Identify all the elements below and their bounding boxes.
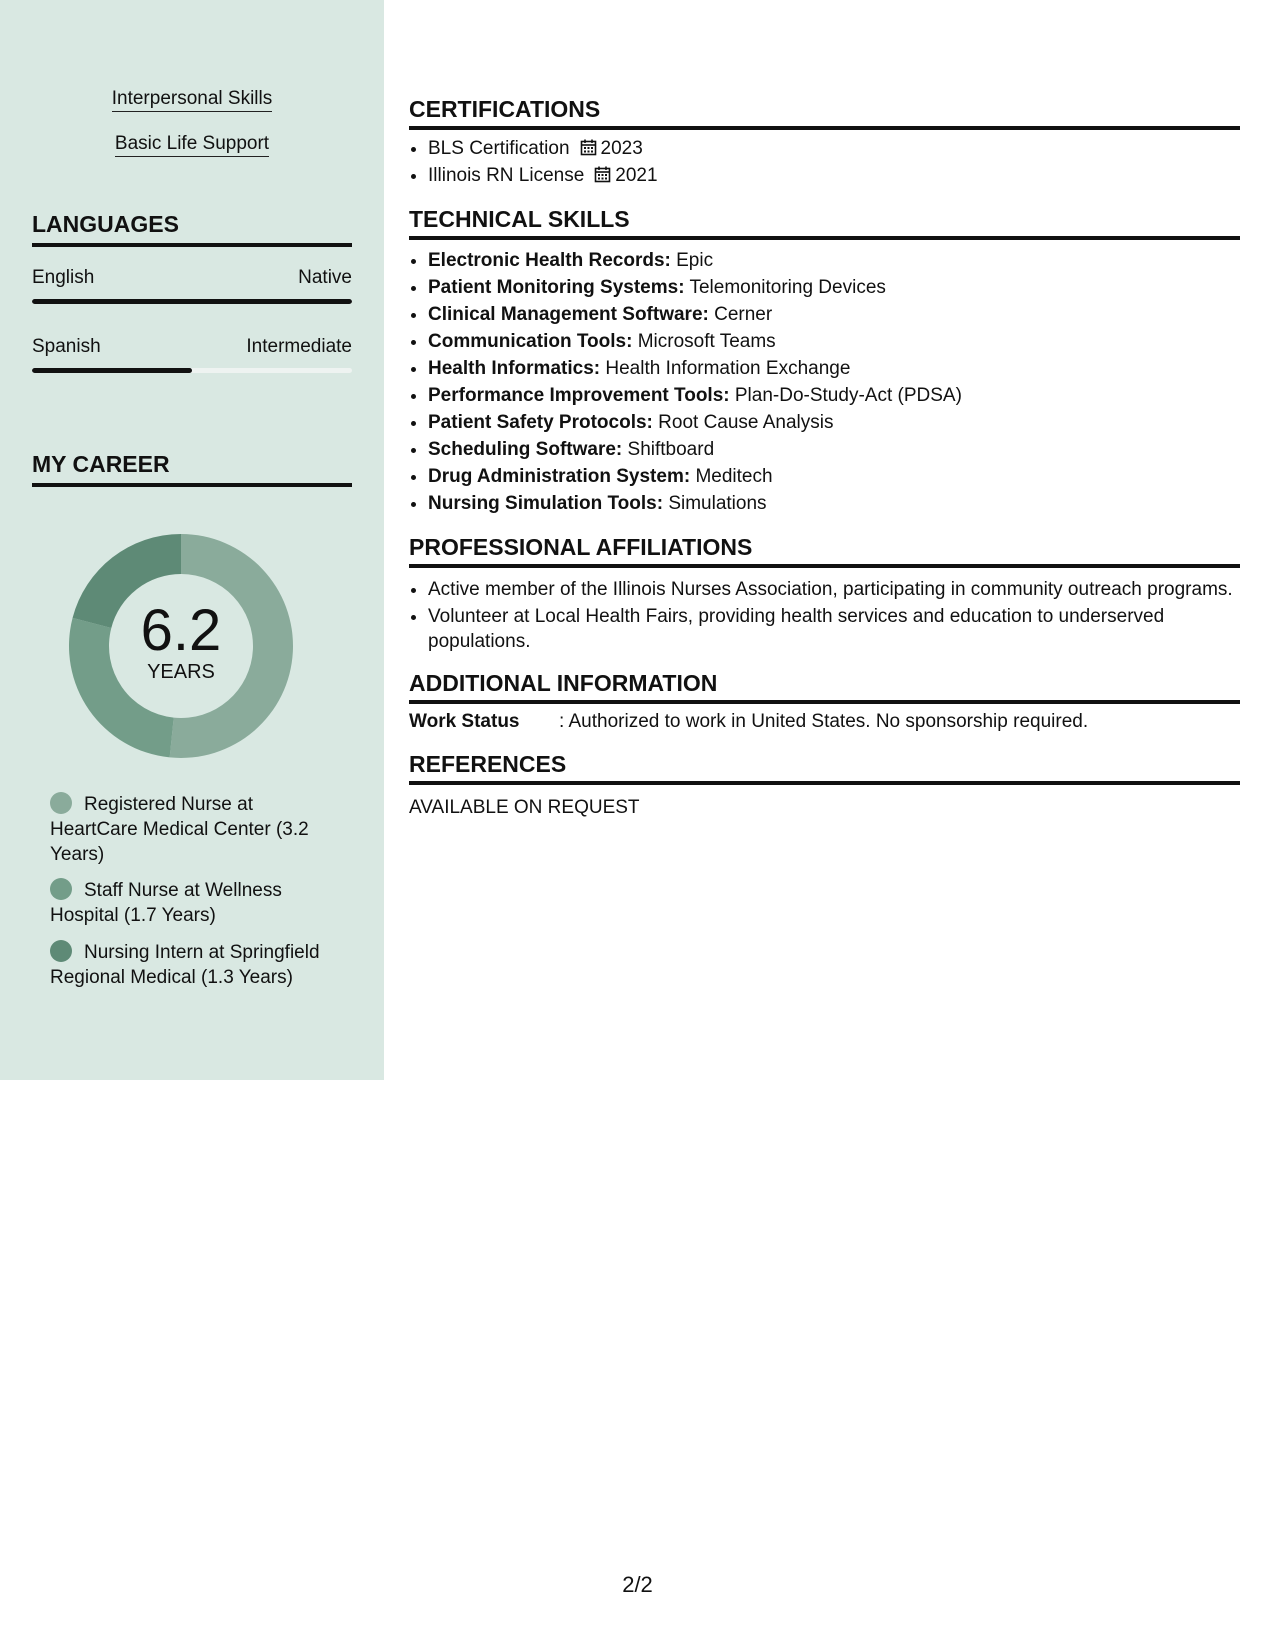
donut-center <box>63 528 299 764</box>
language-bar-fill <box>32 299 352 304</box>
legend-dot-icon <box>50 940 72 962</box>
certification-name: Illinois RN License <box>428 165 585 186</box>
career-legend-label: Registered Nurse at HeartCare Medical Center (3.2 Years) <box>50 794 309 865</box>
language-row <box>32 336 352 358</box>
certification-year: 2021 <box>615 165 658 186</box>
language-bar <box>32 299 352 304</box>
skill-tag-label: Interpersonal Skills <box>112 88 273 112</box>
skill-label: Clinical Management Software: <box>428 304 709 325</box>
skill-value: Root Cause Analysis <box>652 412 834 433</box>
career-legend-item <box>50 878 340 928</box>
affiliation-item: • Active member of the Illinois Nurses Association, participating in community outreach programs. <box>428 577 1259 602</box>
affiliation-item: • Volunteer at Local Health Fairs, providing health services and education to underserved populations. <box>428 604 1259 654</box>
technical-skill-item <box>428 301 1259 328</box>
technical-skill-item <box>428 490 1259 517</box>
certification-item <box>428 162 1259 189</box>
legend-dot-icon <box>50 792 72 814</box>
skill-label: Patient Monitoring Systems: <box>428 277 685 298</box>
skill-label: Health Informatics: <box>428 358 601 379</box>
affiliations-heading: PROFESSIONAL AFFILIATIONS <box>409 534 1240 568</box>
legend-dot-icon <box>50 878 72 900</box>
skill-value: Cerner <box>708 304 773 325</box>
languages-heading: LANGUAGES <box>32 211 352 247</box>
language-name: English <box>32 267 95 288</box>
certification-year: 2023 <box>600 138 643 159</box>
skill-tag <box>0 88 384 110</box>
technical-skill-item <box>428 382 1259 409</box>
work-status-label: Work Status <box>409 711 520 732</box>
career-legend-label: Nursing Intern at Springfield Regional Medical (1.3 Years) <box>50 942 320 988</box>
skill-label: Patient Safety Protocols: <box>428 412 653 433</box>
skill-value: Epic <box>670 250 714 271</box>
language-level: Native <box>298 267 352 288</box>
technical-skill-item <box>428 274 1259 301</box>
skill-value: Simulations <box>663 493 767 514</box>
language-row <box>32 267 352 289</box>
language-level: Intermediate <box>246 336 352 357</box>
calendar-icon <box>580 139 597 156</box>
career-legend-label: Staff Nurse at Wellness Hospital (1.7 Years) <box>50 880 282 926</box>
page-number: 2/2 <box>622 1572 653 1597</box>
certification-item <box>428 135 1259 162</box>
technical-skill-item <box>428 247 1259 274</box>
career-total-unit: YEARS <box>147 660 215 683</box>
technical-skill-item <box>428 436 1259 463</box>
technical-skill-item <box>428 328 1259 355</box>
certification-name: BLS Certification <box>428 138 570 159</box>
skill-label: Nursing Simulation Tools: <box>428 493 664 514</box>
sidebar <box>0 0 384 1080</box>
career-total-years: 6.2 <box>140 597 222 663</box>
skill-value: Telemonitoring Devices <box>684 277 886 298</box>
language-bar-fill <box>32 368 192 373</box>
technical-skill-item <box>428 355 1259 382</box>
skill-tag-label: Basic Life Support <box>115 133 269 157</box>
language-bar <box>32 368 352 373</box>
technical-skills-heading: TECHNICAL SKILLS <box>409 206 1240 240</box>
work-status-value: : Authorized to work in United States. No sponsorship required. <box>559 711 1089 732</box>
references-heading: REFERENCES <box>409 751 1240 785</box>
technical-skill-item <box>428 409 1259 436</box>
skill-tag <box>0 133 384 155</box>
skill-value: Plan-Do-Study-Act (PDSA) <box>729 385 962 406</box>
language-name: Spanish <box>32 336 101 357</box>
career-legend-item <box>50 792 340 867</box>
skill-value: Microsoft Teams <box>632 331 776 352</box>
skill-label: Scheduling Software: <box>428 439 623 460</box>
work-status-row <box>409 711 1240 733</box>
affiliations-list <box>409 577 1259 656</box>
technical-skills-list <box>409 247 1259 517</box>
skill-label: Performance Improvement Tools: <box>428 385 730 406</box>
career-donut-chart <box>63 528 299 764</box>
skill-label: Electronic Health Records: <box>428 250 671 271</box>
skill-label: Communication Tools: <box>428 331 633 352</box>
certifications-heading: CERTIFICATIONS <box>409 96 1240 130</box>
skill-label: Drug Administration System: <box>428 466 691 487</box>
additional-info-heading: ADDITIONAL INFORMATION <box>409 670 1240 704</box>
career-legend-item <box>50 940 340 990</box>
skill-value: Shiftboard <box>622 439 715 460</box>
career-heading: MY CAREER <box>32 451 352 487</box>
skill-value: Health Information Exchange <box>600 358 851 379</box>
skill-value: Meditech <box>690 466 773 487</box>
certifications-list <box>409 135 1259 189</box>
references-text: AVAILABLE ON REQUEST <box>409 797 640 818</box>
technical-skill-item <box>428 463 1259 490</box>
calendar-icon <box>594 166 611 183</box>
